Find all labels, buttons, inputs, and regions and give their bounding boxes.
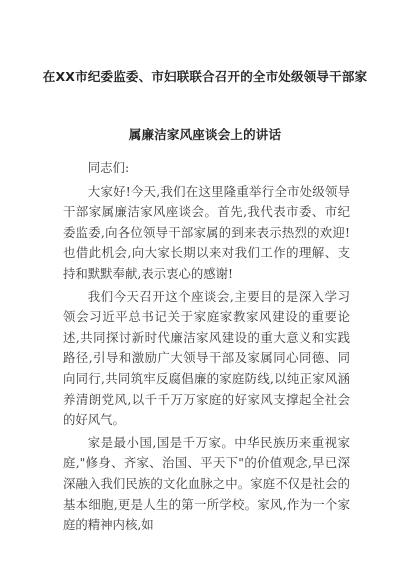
paragraph-1: 大家好!今天,我们在这里隆重举行全市处级领导干部家属廉洁家风座谈会。首先,我代表市委、市纪委监委,向各位领导干部家属的到来表示热烈的欢迎!也借此机会,向大家长期以来对我们工作的理解、支持和默默奉献,表示衷心的感谢! bbox=[63, 183, 350, 281]
document-title-line-1: 在XX市纪委监委、市妇联联合召开的全市处级领导干部家 bbox=[42, 69, 368, 84]
salutation: 同志们: bbox=[87, 160, 130, 175]
document-body bbox=[63, 158, 350, 536]
document-title-line-2: 属廉洁家风座谈会上的讲话 bbox=[128, 127, 282, 142]
paragraph-2: 我们今天召开这个座谈会,主要目的是深入学习领会习近平总书记关于家庭家教家风建设的重要论述,共同探讨新时代廉洁家风建设的重大意义和实践路径,引导和激励广大领导干部及家属同心同德、同向同行,共同筑牢反腐倡廉的家庭防线,以纯正家风涵养清朗党风,以千千万万家庭的好家风支撑起全社会的好风气。 bbox=[63, 288, 350, 428]
paragraph-3: 家是最小国,国是千万家。中华民族历来重视家庭,"修身、齐家、治国、平天下"的价值观念,早已深深融入我们民族的文化血脉之中。家庭不仅是社会的基本细胞,更是人生的第一所学校。家风,作为一个家庭的精神内核,如 bbox=[63, 434, 350, 533]
